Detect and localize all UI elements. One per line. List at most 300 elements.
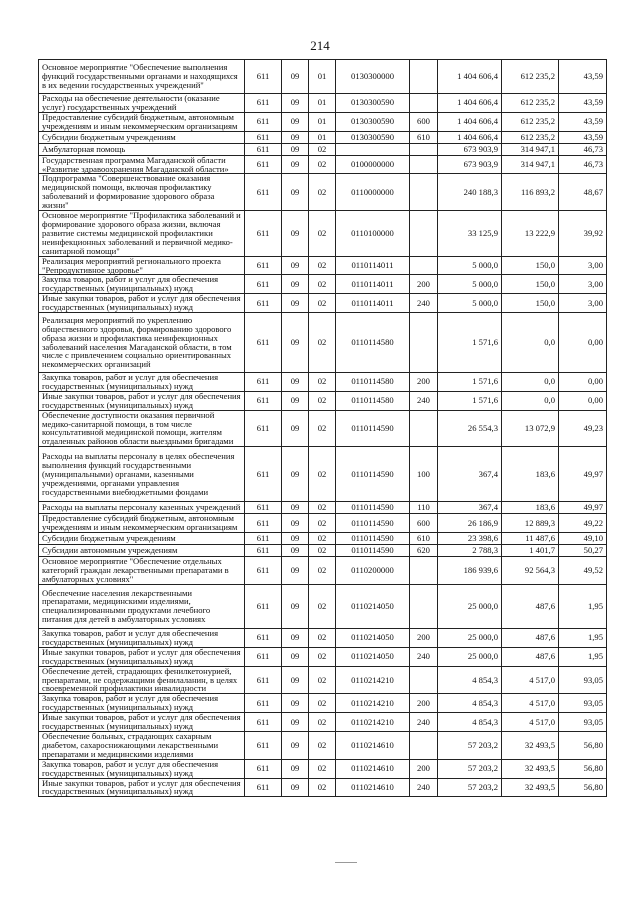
vr-cell: 200 — [410, 759, 438, 778]
pr-cell: 02 — [309, 557, 336, 585]
percent-cell: 46,73 — [559, 155, 607, 174]
rz-cell: 09 — [282, 759, 309, 778]
vr-cell: 600 — [410, 514, 438, 533]
plan-cell: 5 000,0 — [438, 256, 502, 275]
table-row — [39, 131, 607, 143]
rz-cell: 09 — [282, 174, 309, 211]
ved-cell: 611 — [245, 666, 282, 694]
csr-cell: 0130300590 — [336, 94, 410, 113]
pr-cell: 01 — [309, 94, 336, 113]
csr-cell: 0130300590 — [336, 131, 410, 143]
csr-cell — [336, 143, 410, 155]
percent-cell: 0,00 — [559, 313, 607, 373]
vr-cell — [410, 584, 438, 628]
fact-cell: 150,0 — [502, 256, 559, 275]
table-row — [39, 778, 607, 797]
table-row — [39, 94, 607, 113]
table-row — [39, 410, 607, 447]
vr-cell: 620 — [410, 545, 438, 557]
plan-cell: 1 404 606,4 — [438, 131, 502, 143]
row-name-cell: Иные закупки товаров, работ и услуг для обеспечения государственных (муниципальных) нужд — [39, 294, 245, 313]
table-row — [39, 545, 607, 557]
percent-cell: 0,00 — [559, 373, 607, 392]
percent-cell: 93,05 — [559, 713, 607, 732]
csr-cell: 0110200000 — [336, 557, 410, 585]
row-name-cell: Подпрограмма "Совершенствование оказания медицинской помощи, включая профилактику заболеваний и формирование здорового образа жизни" — [39, 174, 245, 211]
ved-cell: 611 — [245, 294, 282, 313]
table-row — [39, 514, 607, 533]
fact-cell: 0,0 — [502, 373, 559, 392]
fact-cell: 487,6 — [502, 584, 559, 628]
fact-cell: 183,6 — [502, 447, 559, 502]
table-row — [39, 647, 607, 666]
pr-cell: 02 — [309, 694, 336, 713]
plan-cell: 5 000,0 — [438, 294, 502, 313]
ved-cell: 611 — [245, 391, 282, 410]
vr-cell: 100 — [410, 447, 438, 502]
table-row — [39, 112, 607, 131]
rz-cell: 09 — [282, 131, 309, 143]
ved-cell: 611 — [245, 502, 282, 514]
row-name-cell: Закупка товаров, работ и услуг для обеспечения государственных (муниципальных) нужд — [39, 373, 245, 392]
vr-cell — [410, 731, 438, 759]
csr-cell: 0110214610 — [336, 759, 410, 778]
plan-cell: 33 125,9 — [438, 211, 502, 257]
table-row — [39, 211, 607, 257]
csr-cell: 0110114590 — [336, 410, 410, 447]
csr-cell: 0110114590 — [336, 533, 410, 545]
row-name-cell: Расходы на обеспечение деятельности (оказание услуг) государственных учреждений — [39, 94, 245, 113]
plan-cell: 673 903,9 — [438, 143, 502, 155]
plan-cell: 57 203,2 — [438, 759, 502, 778]
plan-cell: 4 854,3 — [438, 713, 502, 732]
row-name-cell: Обеспечение доступности оказания первичной медико-санитарной помощи, в том числе консультативной медицинской помощи, жителям отдаленных районов области выездными бригадами — [39, 410, 245, 447]
fact-cell: 4 517,0 — [502, 694, 559, 713]
table-row — [39, 174, 607, 211]
fact-cell: 314 947,1 — [502, 155, 559, 174]
pr-cell: 02 — [309, 211, 336, 257]
row-name-cell: Обеспечение населения лекарственными препаратами, медицинскими изделиями, специализированными продуктами лечебного питания для детей в амбулаторных условиях — [39, 584, 245, 628]
plan-cell: 1 571,6 — [438, 391, 502, 410]
row-name-cell: Иные закупки товаров, работ и услуг для обеспечения государственных (муниципальных) нужд — [39, 713, 245, 732]
pr-cell: 02 — [309, 391, 336, 410]
fact-cell: 32 493,5 — [502, 778, 559, 797]
percent-cell: 56,80 — [559, 778, 607, 797]
row-name-cell: Закупка товаров, работ и услуг для обеспечения государственных (муниципальных) нужд — [39, 759, 245, 778]
ved-cell: 611 — [245, 584, 282, 628]
pr-cell: 02 — [309, 502, 336, 514]
fact-cell: 612 235,2 — [502, 94, 559, 113]
plan-cell: 23 398,6 — [438, 533, 502, 545]
vr-cell — [410, 666, 438, 694]
ved-cell: 611 — [245, 211, 282, 257]
fact-cell: 4 517,0 — [502, 713, 559, 732]
plan-cell: 26 554,3 — [438, 410, 502, 447]
vr-cell — [410, 94, 438, 113]
row-name-cell: Предоставление субсидий бюджетным, автономным учреждениям и иным некоммерческим организациям — [39, 112, 245, 131]
row-name-cell: Обеспечение детей, страдающих фенилкетонурией, препаратами, не содержащими фенилаланин, в целях своевременной профилактики инвалидности — [39, 666, 245, 694]
ved-cell: 611 — [245, 778, 282, 797]
fact-cell: 0,0 — [502, 313, 559, 373]
csr-cell: 0110214050 — [336, 584, 410, 628]
vr-cell: 240 — [410, 713, 438, 732]
percent-cell: 0,00 — [559, 391, 607, 410]
csr-cell: 0110114011 — [336, 256, 410, 275]
table-row — [39, 628, 607, 647]
percent-cell: 43,59 — [559, 60, 607, 94]
vr-cell: 240 — [410, 647, 438, 666]
table-row — [39, 391, 607, 410]
rz-cell: 09 — [282, 391, 309, 410]
plan-cell: 367,4 — [438, 447, 502, 502]
fact-cell: 487,6 — [502, 628, 559, 647]
table-row — [39, 533, 607, 545]
page-number: 214 — [310, 38, 330, 53]
rz-cell: 09 — [282, 373, 309, 392]
table-row — [39, 256, 607, 275]
pr-cell: 02 — [309, 731, 336, 759]
vr-cell: 200 — [410, 628, 438, 647]
ved-cell: 611 — [245, 174, 282, 211]
plan-cell: 1 404 606,4 — [438, 112, 502, 131]
vr-cell — [410, 60, 438, 94]
rz-cell: 09 — [282, 275, 309, 294]
rz-cell: 09 — [282, 447, 309, 502]
ved-cell: 611 — [245, 60, 282, 94]
row-name-cell: Иные закупки товаров, работ и услуг для обеспечения государственных (муниципальных) нужд — [39, 647, 245, 666]
row-name-cell: Закупка товаров, работ и услуг для обеспечения государственных (муниципальных) нужд — [39, 628, 245, 647]
fact-cell: 1 401,7 — [502, 545, 559, 557]
rz-cell: 09 — [282, 211, 309, 257]
rz-cell: 09 — [282, 502, 309, 514]
ved-cell: 611 — [245, 143, 282, 155]
rz-cell: 09 — [282, 584, 309, 628]
pr-cell: 02 — [309, 174, 336, 211]
pr-cell: 02 — [309, 778, 336, 797]
vr-cell: 610 — [410, 533, 438, 545]
budget-table — [38, 59, 607, 797]
row-name-cell: Закупка товаров, работ и услуг для обеспечения государственных (муниципальных) нужд — [39, 275, 245, 294]
csr-cell: 0110114590 — [336, 502, 410, 514]
fact-cell: 612 235,2 — [502, 60, 559, 94]
row-name-cell: Иные закупки товаров, работ и услуг для обеспечения государственных (муниципальных) нужд — [39, 391, 245, 410]
fact-cell: 150,0 — [502, 294, 559, 313]
percent-cell: 49,97 — [559, 447, 607, 502]
plan-cell: 673 903,9 — [438, 155, 502, 174]
pr-cell: 02 — [309, 666, 336, 694]
csr-cell: 0110000000 — [336, 174, 410, 211]
ved-cell: 611 — [245, 373, 282, 392]
ved-cell: 611 — [245, 694, 282, 713]
vr-cell — [410, 174, 438, 211]
table-row — [39, 373, 607, 392]
percent-cell: 1,95 — [559, 628, 607, 647]
vr-cell — [410, 313, 438, 373]
fact-cell: 150,0 — [502, 275, 559, 294]
pr-cell: 01 — [309, 131, 336, 143]
fact-cell: 32 493,5 — [502, 759, 559, 778]
plan-cell: 2 788,3 — [438, 545, 502, 557]
pr-cell: 02 — [309, 373, 336, 392]
plan-cell: 4 854,3 — [438, 694, 502, 713]
table-row — [39, 502, 607, 514]
ved-cell: 611 — [245, 647, 282, 666]
csr-cell: 0110114580 — [336, 391, 410, 410]
row-name-cell: Субсидии бюджетным учреждениям — [39, 131, 245, 143]
row-name-cell: Реализация мероприятий по укреплению общественного здоровья, формированию здорового образа жизни и профилактика неинфекционных заболеваний населения Магаданской области, в том числе с привлечением социально ориентированных некоммерческих организаций — [39, 313, 245, 373]
ved-cell: 611 — [245, 313, 282, 373]
ved-cell: 611 — [245, 759, 282, 778]
rz-cell: 09 — [282, 94, 309, 113]
vr-cell — [410, 256, 438, 275]
plan-cell: 186 939,6 — [438, 557, 502, 585]
csr-cell: 0110214210 — [336, 713, 410, 732]
table-row — [39, 447, 607, 502]
fact-cell: 13 072,9 — [502, 410, 559, 447]
plan-cell: 4 854,3 — [438, 666, 502, 694]
percent-cell: 43,59 — [559, 94, 607, 113]
percent-cell: 49,52 — [559, 557, 607, 585]
table-row — [39, 313, 607, 373]
ved-cell: 611 — [245, 275, 282, 294]
rz-cell: 09 — [282, 60, 309, 94]
percent-cell: 49,10 — [559, 533, 607, 545]
plan-cell: 240 188,3 — [438, 174, 502, 211]
fact-cell: 487,6 — [502, 647, 559, 666]
table-row — [39, 155, 607, 174]
percent-cell: 56,80 — [559, 759, 607, 778]
ved-cell: 611 — [245, 94, 282, 113]
csr-cell: 0110114580 — [336, 373, 410, 392]
table-row — [39, 713, 607, 732]
csr-cell: 0110100000 — [336, 211, 410, 257]
row-name-cell: Амбулаторная помощь — [39, 143, 245, 155]
percent-cell: 46,73 — [559, 143, 607, 155]
fact-cell: 13 222,9 — [502, 211, 559, 257]
rz-cell: 09 — [282, 155, 309, 174]
vr-cell: 240 — [410, 294, 438, 313]
fact-cell: 314 947,1 — [502, 143, 559, 155]
row-name-cell: Иные закупки товаров, работ и услуг для обеспечения государственных (муниципальных) нужд — [39, 778, 245, 797]
row-name-cell: Основное мероприятие "Обеспечение отдельных категорий граждан лекарственными препаратами в амбулаторных условиях" — [39, 557, 245, 585]
rz-cell: 09 — [282, 713, 309, 732]
table-row — [39, 666, 607, 694]
row-name-cell: Субсидии автономным учреждениям — [39, 545, 245, 557]
table-row — [39, 694, 607, 713]
table-row — [39, 731, 607, 759]
csr-cell: 0110214610 — [336, 778, 410, 797]
pr-cell: 02 — [309, 713, 336, 732]
pr-cell: 02 — [309, 545, 336, 557]
pr-cell: 02 — [309, 155, 336, 174]
row-name-cell: Расходы на выплаты персоналу в целях обеспечения выполнения функций государственными (муниципальными) органами, казенными учреждениями, органами управления государственными внебюджетными фондами — [39, 447, 245, 502]
rz-cell: 09 — [282, 778, 309, 797]
pr-cell: 02 — [309, 447, 336, 502]
percent-cell: 93,05 — [559, 666, 607, 694]
plan-cell: 1 571,6 — [438, 313, 502, 373]
percent-cell: 48,67 — [559, 174, 607, 211]
fact-cell: 92 564,3 — [502, 557, 559, 585]
plan-cell: 1 404 606,4 — [438, 60, 502, 94]
row-name-cell: Обеспечение больных, страдающих сахарным диабетом, сахароснижающими лекарственными препаратами и медицинскими изделиями — [39, 731, 245, 759]
plan-cell: 57 203,2 — [438, 778, 502, 797]
percent-cell: 56,80 — [559, 731, 607, 759]
percent-cell: 3,00 — [559, 275, 607, 294]
csr-cell: 0110214210 — [336, 694, 410, 713]
table-row — [39, 143, 607, 155]
csr-cell: 0110114590 — [336, 447, 410, 502]
ved-cell: 611 — [245, 557, 282, 585]
rz-cell: 09 — [282, 294, 309, 313]
pr-cell: 01 — [309, 112, 336, 131]
table-row — [39, 759, 607, 778]
pr-cell: 02 — [309, 256, 336, 275]
ved-cell: 611 — [245, 628, 282, 647]
fact-cell: 11 487,6 — [502, 533, 559, 545]
pr-cell: 02 — [309, 533, 336, 545]
plan-cell: 367,4 — [438, 502, 502, 514]
csr-cell: 0110114011 — [336, 294, 410, 313]
percent-cell: 50,27 — [559, 545, 607, 557]
vr-cell — [410, 410, 438, 447]
percent-cell: 39,92 — [559, 211, 607, 257]
plan-cell: 25 000,0 — [438, 647, 502, 666]
csr-cell: 0110214050 — [336, 647, 410, 666]
ved-cell: 611 — [245, 447, 282, 502]
pr-cell: 02 — [309, 514, 336, 533]
vr-cell: 240 — [410, 778, 438, 797]
percent-cell: 1,95 — [559, 584, 607, 628]
fact-cell: 612 235,2 — [502, 131, 559, 143]
csr-cell: 0100000000 — [336, 155, 410, 174]
ved-cell: 611 — [245, 155, 282, 174]
percent-cell: 3,00 — [559, 256, 607, 275]
vr-cell — [410, 211, 438, 257]
vr-cell: 110 — [410, 502, 438, 514]
fact-cell: 4 517,0 — [502, 666, 559, 694]
row-name-cell: Закупка товаров, работ и услуг для обеспечения государственных (муниципальных) нужд — [39, 694, 245, 713]
pr-cell: 02 — [309, 628, 336, 647]
rz-cell: 09 — [282, 410, 309, 447]
rz-cell: 09 — [282, 628, 309, 647]
percent-cell: 49,22 — [559, 514, 607, 533]
ved-cell: 611 — [245, 410, 282, 447]
row-name-cell: Расходы на выплаты персоналу казенных учреждений — [39, 502, 245, 514]
rz-cell: 09 — [282, 694, 309, 713]
row-name-cell: Реализация мероприятий регионального проекта "Репродуктивное здоровье" — [39, 256, 245, 275]
row-name-cell: Основное мероприятие "Профилактика заболеваний и формирование здорового образа жизни, включая развитие системы медицинской профилактики неинфекционных заболеваний и первичной медико-санитарной помощи" — [39, 211, 245, 257]
vr-cell — [410, 155, 438, 174]
csr-cell: 0130300590 — [336, 112, 410, 131]
ved-cell: 611 — [245, 131, 282, 143]
percent-cell: 43,59 — [559, 131, 607, 143]
pr-cell: 02 — [309, 584, 336, 628]
csr-cell: 0110214050 — [336, 628, 410, 647]
pr-cell: 02 — [309, 313, 336, 373]
percent-cell: 1,95 — [559, 647, 607, 666]
csr-cell: 0110114590 — [336, 514, 410, 533]
ved-cell: 611 — [245, 545, 282, 557]
percent-cell: 49,97 — [559, 502, 607, 514]
pr-cell: 01 — [309, 60, 336, 94]
fact-cell: 32 493,5 — [502, 731, 559, 759]
pr-cell: 02 — [309, 759, 336, 778]
fact-cell: 12 889,3 — [502, 514, 559, 533]
fact-cell: 612 235,2 — [502, 112, 559, 131]
rz-cell: 09 — [282, 112, 309, 131]
plan-cell: 26 186,9 — [438, 514, 502, 533]
plan-cell: 25 000,0 — [438, 628, 502, 647]
rz-cell: 09 — [282, 666, 309, 694]
vr-cell: 200 — [410, 275, 438, 294]
plan-cell: 1 571,6 — [438, 373, 502, 392]
plan-cell: 57 203,2 — [438, 731, 502, 759]
vr-cell — [410, 557, 438, 585]
table-row — [39, 275, 607, 294]
ved-cell: 611 — [245, 533, 282, 545]
table-row — [39, 557, 607, 585]
pr-cell: 02 — [309, 410, 336, 447]
fact-cell: 116 893,2 — [502, 174, 559, 211]
percent-cell: 3,00 — [559, 294, 607, 313]
row-name-cell: Субсидии бюджетным учреждениям — [39, 533, 245, 545]
percent-cell: 93,05 — [559, 694, 607, 713]
plan-cell: 1 404 606,4 — [438, 94, 502, 113]
rz-cell: 09 — [282, 256, 309, 275]
vr-cell: 600 — [410, 112, 438, 131]
plan-cell: 25 000,0 — [438, 584, 502, 628]
vr-cell: 240 — [410, 391, 438, 410]
rz-cell: 09 — [282, 731, 309, 759]
pr-cell: 02 — [309, 647, 336, 666]
plan-cell: 5 000,0 — [438, 275, 502, 294]
csr-cell: 0110214210 — [336, 666, 410, 694]
row-name-cell: Основное мероприятие "Обеспечение выполнения функций государственными органами и находящихся в их ведении государственных учреждений" — [39, 60, 245, 94]
vr-cell: 610 — [410, 131, 438, 143]
rz-cell: 09 — [282, 545, 309, 557]
pr-cell: 02 — [309, 275, 336, 294]
rz-cell: 09 — [282, 557, 309, 585]
rz-cell: 09 — [282, 313, 309, 373]
ved-cell: 611 — [245, 731, 282, 759]
rz-cell: 09 — [282, 647, 309, 666]
ved-cell: 611 — [245, 713, 282, 732]
csr-cell: 0110114011 — [336, 275, 410, 294]
table-row — [39, 294, 607, 313]
fact-cell: 183,6 — [502, 502, 559, 514]
percent-cell: 43,59 — [559, 112, 607, 131]
vr-cell: 200 — [410, 373, 438, 392]
fact-cell: 0,0 — [502, 391, 559, 410]
ved-cell: 611 — [245, 256, 282, 275]
row-name-cell: Государственная программа Магаданской области «Развитие здравоохранения Магаданской области» — [39, 155, 245, 174]
percent-cell: 49,23 — [559, 410, 607, 447]
rz-cell: 09 — [282, 514, 309, 533]
footer-mark — [335, 862, 357, 863]
csr-cell: 0110114580 — [336, 313, 410, 373]
csr-cell: 0110114590 — [336, 545, 410, 557]
vr-cell — [410, 143, 438, 155]
pr-cell: 02 — [309, 294, 336, 313]
pr-cell: 02 — [309, 143, 336, 155]
csr-cell: 0130300000 — [336, 60, 410, 94]
csr-cell: 0110214610 — [336, 731, 410, 759]
row-name-cell: Предоставление субсидий бюджетным, автономным учреждениям и иным некоммерческим организациям — [39, 514, 245, 533]
rz-cell: 09 — [282, 143, 309, 155]
ved-cell: 611 — [245, 112, 282, 131]
table-row — [39, 584, 607, 628]
vr-cell: 200 — [410, 694, 438, 713]
